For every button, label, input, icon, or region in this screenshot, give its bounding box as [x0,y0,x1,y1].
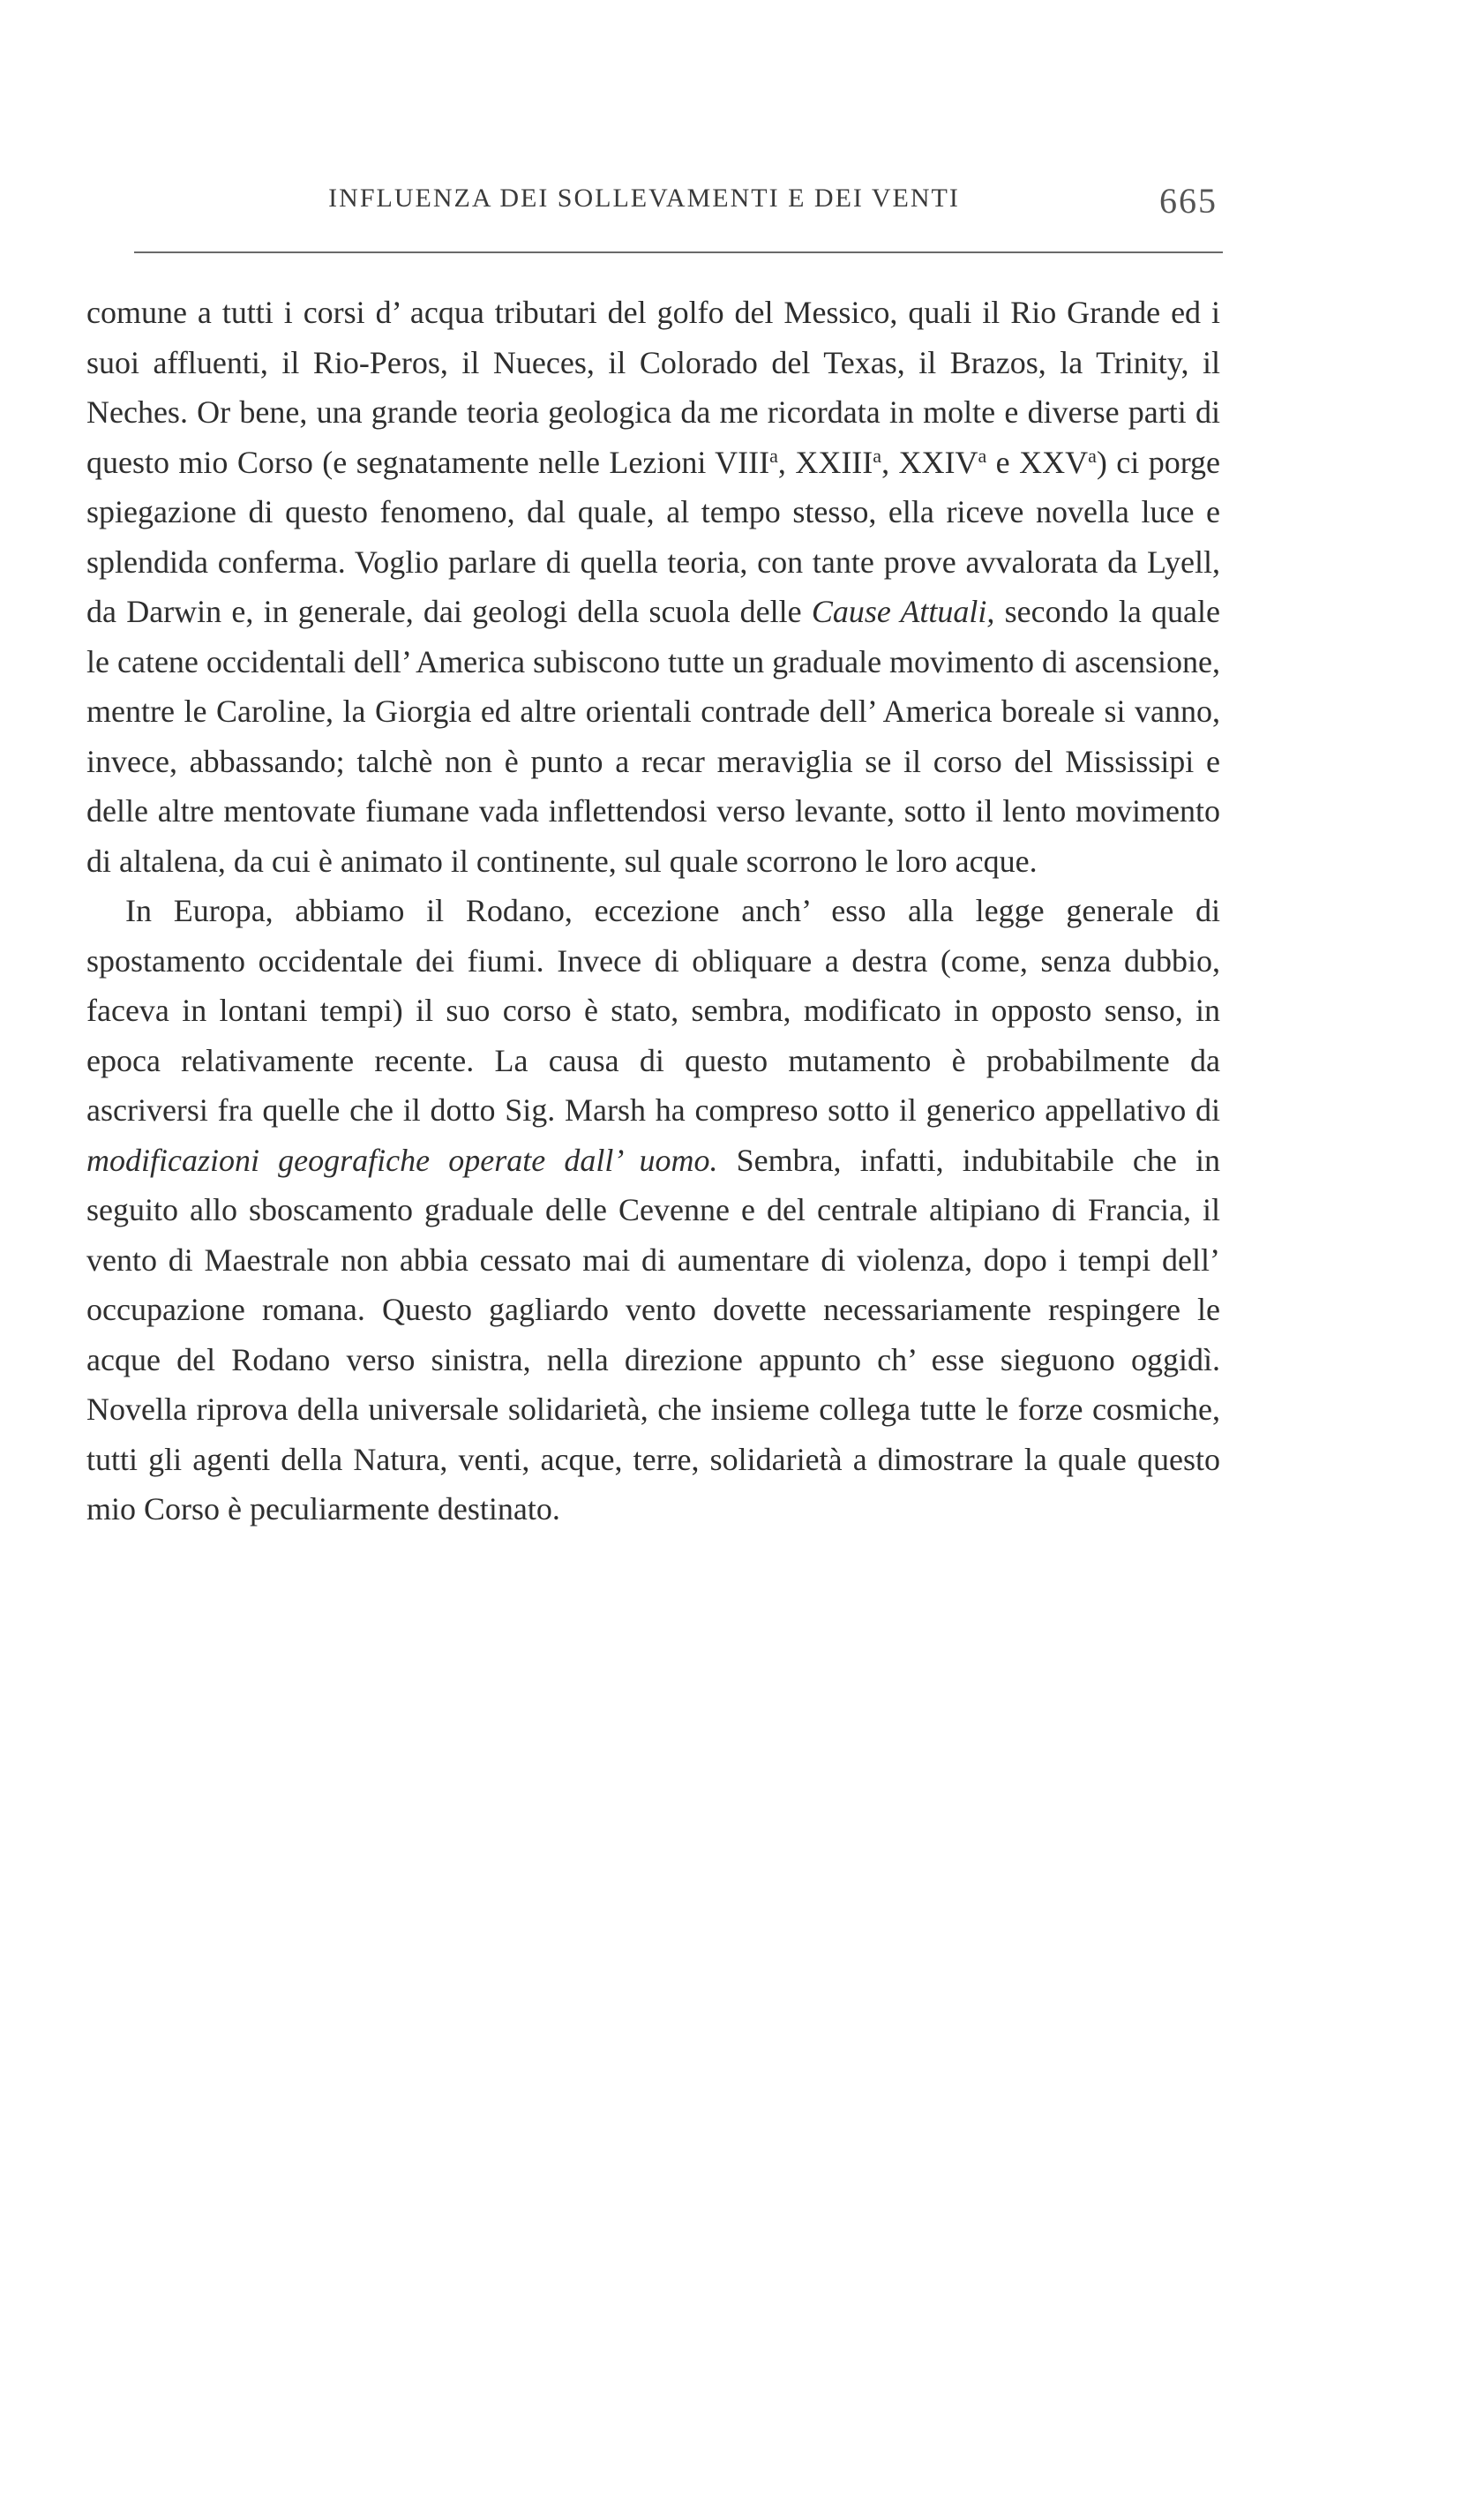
paragraph-1-text-2: , XXIII [777,444,873,480]
paragraph-2-text-2: Sembra, infatti, indubitabile che in seguito allo sboscamento graduale delle Cevenne e del centrale altipiano di Francia, il vento di Maestrale non abbia cessato mai di aumentare di violenza, dopo i tempi dell’ occupazione romana. Questo gagliardo vento dovette necessariamente respingere le acque del Rodano verso sinistra, nella direzione appunto ch’ esse sieguono oggidì. Novella riprova della universale solidarietà, che insieme collega tutte le forze cosmiche, tutti gli agenti della Natura, venti, acque, terre, solidarietà a dimostrare la quale questo mio Corso è peculiarmente destinato. [86,1142,1220,1527]
italic-cause-attuali: Cause Attuali, [811,594,995,629]
body-text [86,288,1220,1534]
header-rule [134,251,1223,253]
paragraph-2-text-1: In Europa, abbiamo il Rodano, eccezione anch’ esso alla legge generale di spostamento occidentale dei fiumi. Invece di obliquare a destra (come, senza dubbio, faceva in lontani tempi) il suo corso è stato, sembra, modificato in opposto senso, in epoca relativamente recente. La causa di questo mutamento è probabilmente da ascriversi fra quelle che il dotto Sig. Marsh ha compreso sotto il generico appellativo di [86,893,1220,1128]
page-number: 665 [1159,181,1218,221]
paragraph-1 [86,288,1220,886]
italic-modificazioni: modificazioni geografiche operate dall’ uomo. [86,1142,718,1178]
superscript-a: a [1088,444,1097,467]
superscript-a: a [873,444,882,467]
paragraph-1-text-3: , XXIV [881,444,978,480]
paragraph-1-text-5: ) ci porge spiegazione di questo fenomeno, dal quale, al tempo stesso, ella riceve novella luce e splendida conferma. Voglio parlare di quella teoria, con tante prove avvalorata da Lyell, da Darwin e, in generale, dai geologi della scuola delle [86,444,1221,629]
paragraph-1-text-6: secondo la quale le catene occidentali dell’ America subiscono tutte un graduale movimento di ascensione, mentre le Caroline, la Giorgia ed altre orientali contrade dell’ America boreale si vanno, invece, abbassando; talchè non è punto a recar meraviglia se il corso del Mississipi e delle altre mentovate fiumane vada inflettendosi verso levante, sotto il lento movimento di altalena, da cui è animato il continente, sul quale scorrono le loro acque. [86,594,1220,879]
superscript-a: a [978,444,987,467]
running-title: INFLUENZA DEI SOLLEVAMENTI E DEI VENTI [328,184,960,213]
paragraph-1-text-4: e XXV [986,444,1089,480]
paragraph-1-text-1: comune a tutti i corsi d’ acqua tributari del golfo del Messico, quali il Rio Grande ed i suoi affluenti, il Rio-Peros, il Nueces, il Colorado del Texas, il Brazos, la Trinity, il Neches. Or bene, una grande teoria geologica da me ricordata in molte e diverse parti di questo mio Corso (e segnatamente nelle Lezioni VIII [86,295,1220,480]
running-header [203,181,1218,228]
paragraph-2 [86,886,1220,1534]
superscript-a: a [769,444,778,467]
